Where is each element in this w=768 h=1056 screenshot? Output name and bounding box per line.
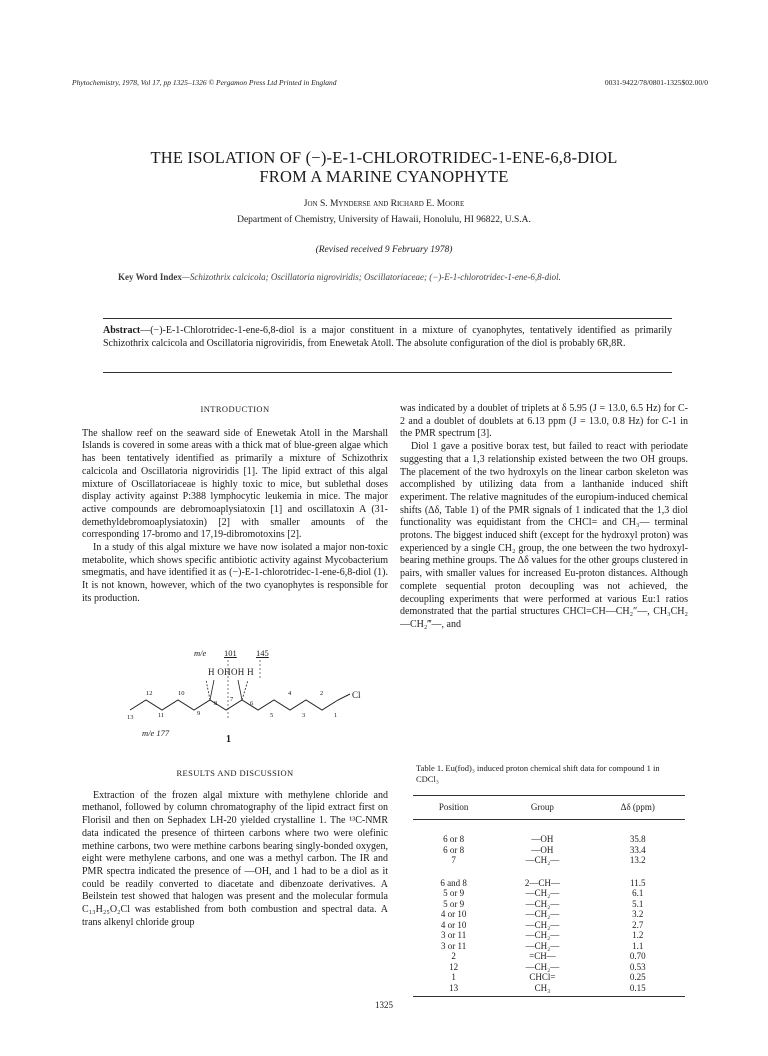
table-row: 13 CH₃ 0.15 (413, 983, 685, 997)
left-column-results (82, 767, 388, 929)
chlorine-atom-label: Cl (352, 690, 361, 700)
right-paragraph-1: was indicated by a doublet of triplets at δ 5.95 (J = 13.0, 6.5 Hz) for C-2 and a doublet of doublets at 6.13 ppm (J = 13.0, 0.8 Hz) for C-1 in the PMR spectrum [3]. (400, 403, 688, 440)
page-number: 1325 (375, 1000, 393, 1010)
carbon-6-label: 6 (250, 700, 254, 707)
table-row: 2 =CH— 0.70 (451, 951, 646, 961)
keyword-text: —Schizothrix calcicola; Oscillatoria nigroviridis; Oscillatoriaceae; (−)-E-1-chlorotridec-1-ene-6,8-diol. (181, 272, 561, 282)
article-code: 0031-9422/78/0801-1325$02.00/0 (604, 78, 708, 87)
table-row: 4 or 10 —CH₂— 3.2 (440, 909, 644, 919)
carbon-13-label: 13 (127, 714, 134, 721)
table-row: 3 or 11 —CH₂— 1.1 (441, 940, 644, 951)
results-heading: RESULTS AND DISCUSSION (176, 768, 294, 778)
table-row: 6 and 8 2—CH— 11.5 (440, 877, 646, 888)
title-line-1: THE ISOLATION OF (−)-E-1-CHLOROTRIDEC-1-ENE-6,8-DIOL (150, 148, 618, 167)
carbon-12-label: 12 (146, 690, 153, 697)
col-header-group: Group (494, 796, 590, 820)
keyword-index (118, 272, 650, 284)
carbon-4-label: 4 (288, 690, 292, 697)
carbon-2-label: 2 (320, 690, 324, 697)
abstract (103, 324, 672, 350)
table-row: 4 or 10 —CH₂— 2.7 (440, 919, 644, 930)
carbon-11-label: 11 (158, 712, 165, 719)
article-title (60, 148, 708, 186)
carbon-8-label: 8 (214, 700, 218, 707)
mass-label-177: m/e 177 (142, 728, 170, 738)
hydroxyl-hydrogens-label: H OHOH H (208, 667, 254, 677)
results-paragraph-1: Extraction of the frozen algal mixture with methylene chloride and methanol, followed by column chromatography of the lipid extract first on Florisil and then on Sephadex LH-20 yielded crystalline 1. The ¹³C-NMR data indicated the presence of thirteen carbons where two were olefinic methine carbons, two were methine carbons bearing singly-bonded oxygen, eight were methylene carbons, and one was a methyl carbon. The IR and PMR spectra indicated the presence of —OH, and 1 had to be a diol as it could be readily converted to diacetate and dibenzoate derivatives. A Beilstein test showed that halogen was present and the molecular formula C₁₃H₂₅O₂Cl was established from both combustion and spectral data. A trans alkenyl chloride group (82, 789, 388, 928)
carbon-3-label: 3 (302, 712, 306, 719)
mass-value-101: 101 (224, 648, 237, 658)
compound-number: 1 (226, 734, 231, 745)
structure-figure (104, 650, 394, 750)
carbon-5-label: 5 (270, 712, 274, 719)
affiliation: Department of Chemistry, University of Hawaii, Honolulu, HI 96822, U.S.A. (237, 215, 531, 225)
title-line-2: FROM A MARINE CYANOPHYTE (259, 167, 509, 186)
intro-paragraph-2: In a study of this algal mixture we have now isolated a major non-toxic metabolite, which shows specific antibiotic activity against Mycobacterium smegmatis, and have identified it as (−)-E-1-chlorotridec-1-ene-6,8-diol (1). It is not known, however, which of the two cyanophytes is responsible for its production. (82, 542, 388, 604)
col-header-position: Position (413, 796, 494, 820)
carbon-9-label: 9 (197, 710, 201, 717)
received-date: (Revised received 9 February 1978) (315, 245, 453, 255)
table-row: 5 or 9 —CH₂— 5.1 (443, 898, 644, 909)
carbon-7-label: 7 (230, 696, 234, 703)
carbon-1-label: 1 (334, 712, 338, 719)
left-column-intro (82, 403, 388, 606)
table-row: 6 or 8 —OH 35.8 (443, 834, 646, 844)
table-header-row (413, 796, 685, 820)
abstract-top-rule (103, 318, 672, 319)
table-row: 3 or 11 —CH₂— 1.2 (441, 930, 644, 940)
table-row: 5 or 9 —CH₂— 6.1 (443, 888, 644, 898)
intro-paragraph-1: The shallow reef on the seaward side of Enewetak Atoll in the Marshall Islands is covered in some areas with a thick mat of blue-green algae which has been tentatively identified as primarily a mixture of Schizothrix calcicola and Oscillatoria nigroviridis [1]. The lipid extract of this algal mixture of Oscillatoriaceae is highly toxic to mice, but sublethal doses display activity against P:388 lymphocytic leukemia in mice. The major active compounds are debromoaplysiatoxin [1] and oscillatoxin A (31-demethyldebromoaplysiatoxin) [2] with smaller amounts of the corresponding 17-bromo and 17,19-dibromotoxins [2]. (82, 427, 388, 541)
table-row: 1 CHCl= 0.25 (451, 972, 646, 982)
running-header (72, 78, 708, 87)
abstract-label: Abstract (103, 325, 141, 336)
abstract-text: —(−)-E-1-Chlorotridec-1-ene-6,8-diol is a major constituent in a mixture of cyanophytes, tentatively identified as primarily Schizothrix calcicola and Oscillatoria nigroviridis, from Enewetak Atoll. The absolute configuration of the diol is probably 6R,8R. (103, 325, 672, 349)
mass-value-145: 145 (256, 648, 269, 658)
right-paragraph-2: Diol 1 gave a positive borax test, but failed to react with periodate suggesting that a 1,3 relationship existed between the two OH groups. The placement of the two hydroxyls on the linear carbon skeleton was accomplished by utilizing data from a lanthanide induced shift experiment. The relative magnitudes of the europium-induced chemical shifts (Δδ, Table 1) of the PMR signals of 1 indicated that the 1,3 diol functionality was equidistant from the CHCl= and CH₃— terminal protons. The biggest induced shift (except for the hydroxyl proton) was experienced by a single CH₂ group, the one between the two hydroxyl-bearing methine groups. The Δδ values for the other groups clustered in pairs, with smaller values for increased Eu-proton distances. Although complete sequential proton decoupling was not achieved, the decoupling experiments that were performed at various Eu:1 ratios demonstrated that the partial structures CHCl=CH—CH₂″—, CH₃CH₂—CH₂‴—, and (400, 441, 688, 630)
table-row: 6 or 8 —OH 33.4 (443, 844, 646, 855)
table-row: 12 —CH₂— 0.53 (449, 961, 646, 972)
table-caption: Table 1. Eu(fod)₃ induced proton chemical shift data for compound 1 in CDCl₃ (416, 763, 660, 784)
introduction-heading: INTRODUCTION (200, 404, 270, 414)
keyword-label: Key Word Index (118, 272, 182, 282)
carbon-10-label: 10 (178, 690, 185, 697)
shift-data-table (413, 795, 685, 997)
col-header-shift: Δδ (ppm) (591, 796, 685, 820)
right-column-text (400, 403, 688, 632)
abstract-bottom-rule (103, 372, 672, 373)
mass-label-101: m/e (194, 648, 207, 658)
table-row: 7 —CH₂— 13.2 (451, 855, 646, 865)
journal-citation: Phytochemistry, 1978, Vol 17, pp 1325–1326 © Pergamon Press Ltd Printed in England (72, 78, 337, 87)
authors: Jon S. Mynderse and Richard E. Moore (303, 199, 465, 209)
